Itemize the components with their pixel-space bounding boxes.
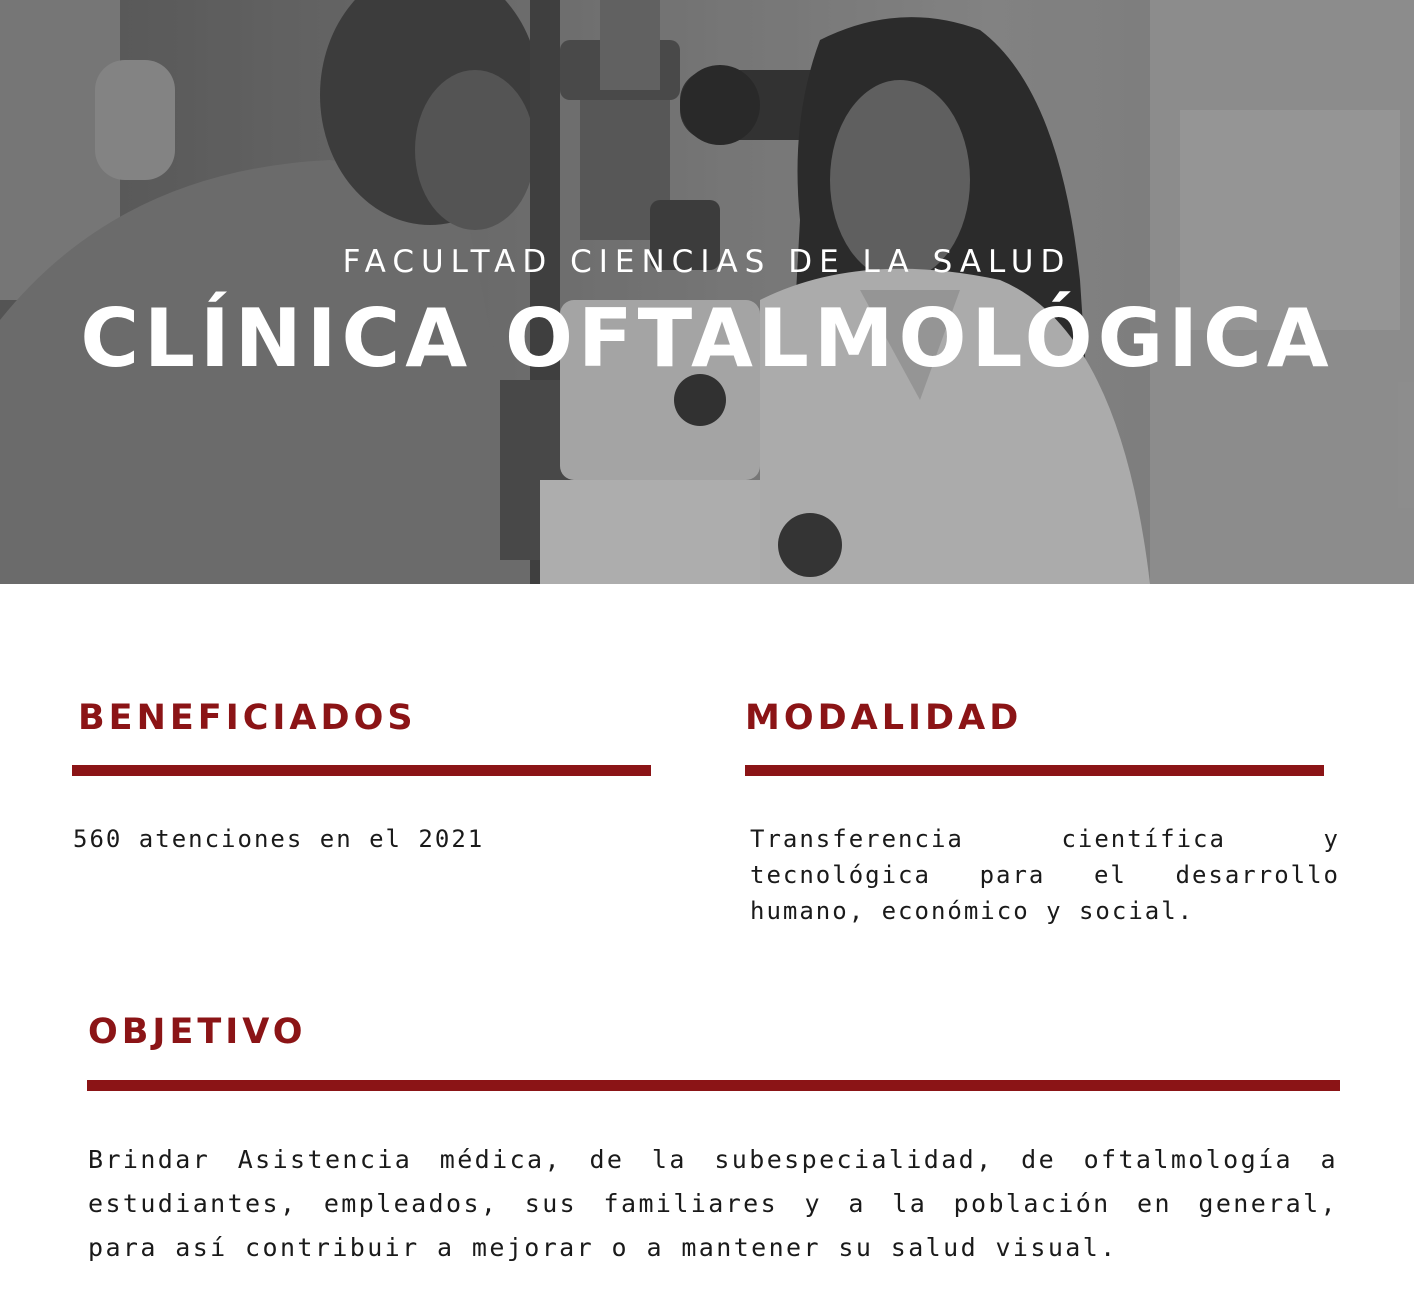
modalidad-heading: MODALIDAD [745,698,1023,738]
objetivo-text: Brindar Asistencia médica, de la subespecialidad, de oftalmología a estudiantes, empleados, sus familiares y a la población en general, para así contribuir a mejorar o a mantener su salud visual. [88,1145,1338,1262]
modalidad-divider [745,765,1324,776]
objetivo-divider [87,1080,1340,1091]
modalidad-text: Transferencia científica y tecnológica para el desarrollo humano, económico y social. [750,825,1340,925]
hero-banner [0,0,1414,584]
beneficiados-divider [72,765,651,776]
faculty-subtitle: FACULTAD CIENCIAS DE LA SALUD [342,244,1072,280]
page-title: CLÍNICA OFTALMOLÓGICA [80,292,1334,385]
objetivo-heading: OBJETIVO [88,1012,307,1052]
beneficiados-text: 560 atenciones en el 2021 [73,825,485,853]
beneficiados-heading: BENEFICIADOS [78,698,417,738]
